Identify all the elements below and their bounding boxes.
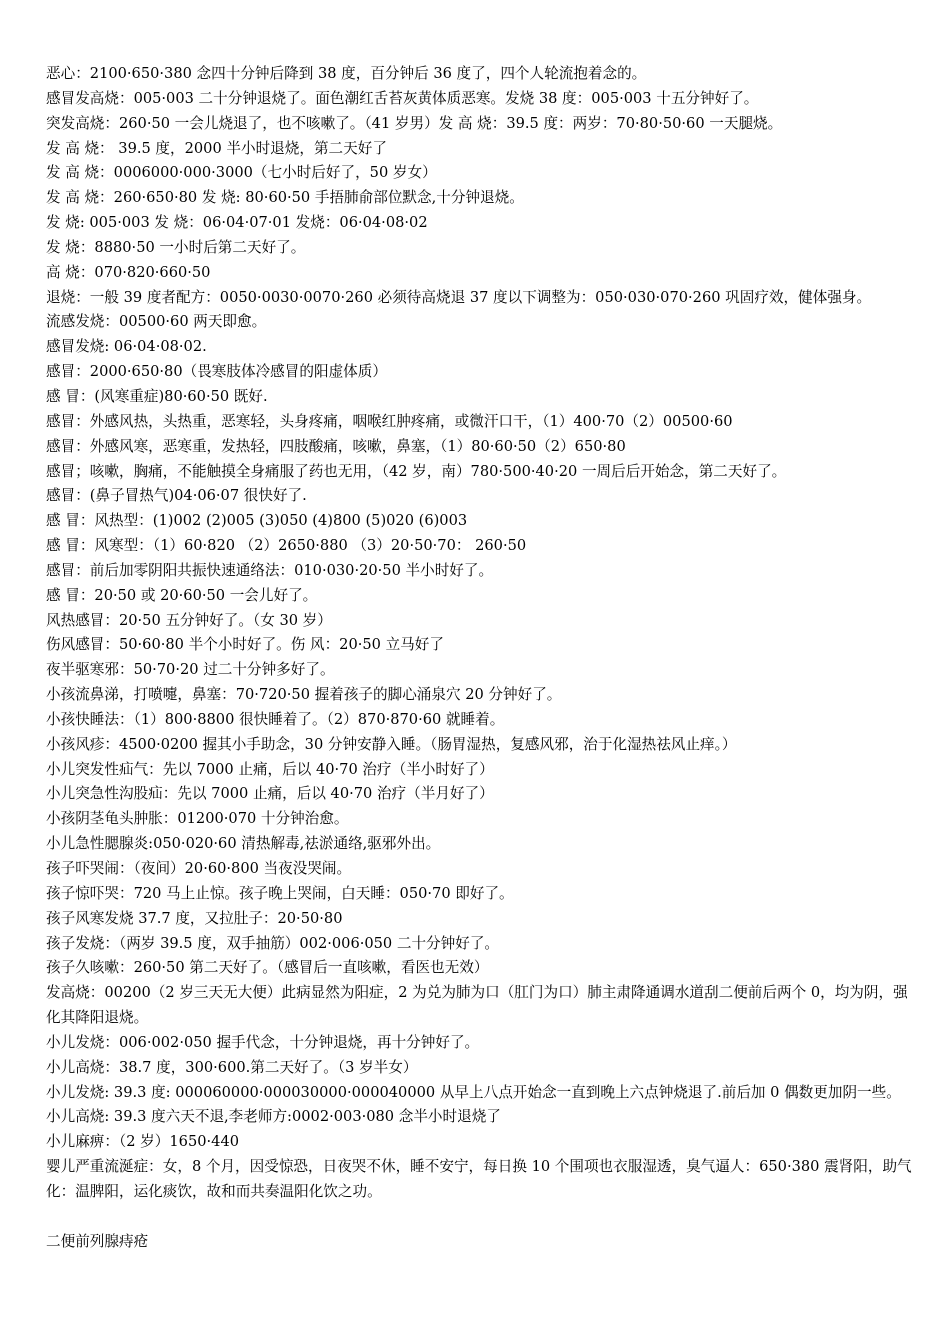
text-line: 孩子惊吓哭：720 马上止惊。孩子晚上哭闹，白天睡：050·70 即好了。 — [46, 884, 514, 902]
text-line: 小儿高烧: 39.3 度六天不退,李老师方:0002·003·080 念半小时退烧了 — [46, 1108, 501, 1126]
text-line: 感 冒：20·50 或 20·60·50 一会儿好了。 — [46, 586, 318, 604]
text-line: 小儿突急性沟股疝：先以 7000 止痛，后以 40·70 治疗（半月好了） — [46, 785, 494, 803]
text-line: 恶心：2100·650·380 念四十分钟后降到 38 度，百分钟后 36 度了，四个人轮流抱着念的。 — [46, 65, 647, 82]
text-line: 感冒发高烧：005·003 二十分钟退烧了。面色潮红舌苔灰黄体质恶寒。发烧 38 度：005·003 十五分钟好了。 — [46, 89, 759, 107]
text-line: 感冒：(鼻子冒热气)04·06·07 很快好了. — [46, 487, 307, 505]
text-line: 发 烧：8880·50 一小时后第二天好了。 — [46, 238, 306, 256]
text-line: 流感发烧：00500·60 两天即愈。 — [46, 313, 267, 331]
text-line: 夜半驱寒邪：50·70·20 过二十分钟多好了。 — [46, 661, 335, 679]
text-line: 感冒：外感风寒，恶寒重，发热轻，四肢酸痛，咳嗽，鼻塞，（1）80·60·50（2）650·80 — [46, 437, 626, 455]
text-line: 小儿高烧：38.7 度，300·600.第二天好了。（3 岁半女） — [46, 1058, 418, 1076]
text-line: 小孩阴茎龟头肿胀：01200·070 十分钟治愈。 — [46, 810, 349, 828]
text-line: 小儿麻痹：（2 岁）1650·440 — [46, 1133, 240, 1151]
text-line: 小儿发烧：006·002·050 握手代念，十分钟退烧，再十分钟好了。 — [46, 1033, 480, 1051]
text-line: 孩子发烧：（两岁 39.5 度，双手抽筋）002·006·050 二十分钟好了。 — [46, 934, 500, 952]
paragraph-fever: 发高烧：00200（2 岁三天无大便）此病显然为阳症，2 为兑为肺为口（肛门为口）肺主肃降通调水道刮二便前后两个 0，均为阴，强化其降阳退烧。 — [46, 984, 908, 1027]
text-line: 感冒；咳嗽，胸痛，不能触摸全身痛服了药也无用，（42 岁，南）780·500·40·20 一周后后开始念，第二天好了。 — [46, 462, 787, 480]
text-line: 孩子久咳嗽：260·50 第二天好了。（感冒后一直咳嗽，看医也无效） — [46, 959, 489, 977]
section-heading: 二便前列腺痔疮 — [46, 1232, 149, 1250]
text-line: 发 高 烧：260·650·80 发 烧: 80·60·50 手捂肺俞部位默念,十分钟退烧。 — [46, 189, 524, 207]
text-line: 突发高烧：260·50 一会儿烧退了，也不咳嗽了。（41 岁男）发 高 烧：39.5 度：两岁：70·80·50·60 一天腿烧。 — [46, 114, 783, 132]
blank-line — [46, 1205, 912, 1230]
text-line: 小儿突发性疝气：先以 7000 止痛，后以 40·70 治疗（半小时好了） — [46, 760, 494, 778]
paragraph-child-fever: 小儿发烧: 39.3 度: 000060000·000030000·000040000 从早上八点开始念一直到晚上六点钟烧退了.前后加 0 偶数更加阴一些。 — [46, 1083, 901, 1101]
text-line: 感冒发烧: 06·04·08·02. — [46, 338, 207, 356]
text-line: 小儿急性腮腺炎:050·020·60 清热解毒,祛淤通络,驱邪外出。 — [46, 835, 441, 853]
text-line: 高 烧：070·820·660·50 — [46, 263, 211, 281]
text-line: 感 冒：风寒型：（1）60·820 （2）2650·880 （3）20·50·70： 260·50 — [46, 537, 527, 555]
text-line: 感 冒：风热型：(1)002 (2)005 (3)050 (4)800 (5)020 (6)003 — [46, 512, 468, 530]
text-line: 孩子吓哭闹：（夜间）20·60·800 当夜没哭闹。 — [46, 860, 352, 877]
text-line: 孩子风寒发烧 37.7 度，又拉肚子：20·50·80 — [46, 909, 343, 927]
text-line: 感 冒：(风寒重症)80·60·50 既好. — [46, 387, 268, 405]
text-line: 小孩快睡法：（1）800·8800 很快睡着了。（2）870·870·60 就睡着。 — [46, 710, 505, 728]
text-line: 发 高 烧：0006000·000·3000（七小时后好了，50 岁女） — [46, 164, 437, 182]
text-line: 感冒：2000·650·80（畏寒肢体冷感冒的阳虚体质） — [46, 363, 387, 381]
text-line: 伤风感冒：50·60·80 半个小时好了。伤 风：20·50 立马好了 — [46, 636, 444, 654]
text-line: 小孩风疹：4500·0200 握其小手助念，30 分钟安静入睡。（肠胃湿热，复感风邪，治于化湿热祛风止痒。） — [46, 735, 737, 753]
paragraph-infant: 婴儿严重流涎症：女，8 个月，因受惊恐，日夜哭不休，睡不安宁，每日换 10 个围项也衣服湿透，臭气逼人：650·380 震肾阳，助气化：温脾阳，运化痰饮，故和而共奏温阳化饮之功。 — [46, 1158, 912, 1200]
text-line: 退烧：一般 39 度者配方：0050·0030·0070·260 必须待高烧退 37 度以下调整为：050·030·070·260 巩固疗效，健体强身。 — [46, 288, 872, 306]
text-line: 感冒：外感风热，头热重，恶寒轻，头身疼痛，咽喉红肿疼痛，或微汗口干，（1）400·70（2）00500·60 — [46, 412, 733, 430]
text-line: 发 烧: 005·003 发 烧：06·04·07·01 发烧：06·04·08·02 — [46, 214, 428, 232]
text-line: 小孩流鼻涕，打喷嚏，鼻塞：70·720·50 握着孩子的脚心涌泉穴 20 分钟好了。 — [46, 686, 562, 704]
text-line: 风热感冒：20·50 五分钟好了。（女 30 岁） — [46, 611, 332, 629]
text-line: 发 高 烧： 39.5 度，2000 半小时退烧，第二天好了 — [46, 139, 387, 157]
text-line: 感冒：前后加零阴阳共振快速通络法：010·030·20·50 半小时好了。 — [46, 561, 494, 579]
